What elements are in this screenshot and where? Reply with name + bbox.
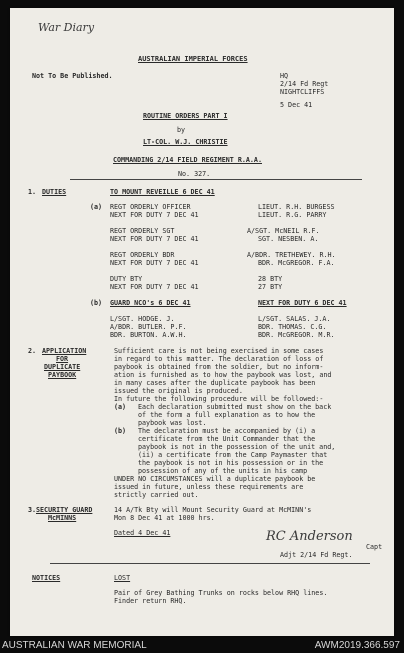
section-2-line-2: in regard to this matter. The declaration of loss of [114,355,324,363]
section-2-closing-3: strictly carried out. [114,491,199,499]
guard-row-1-left: L/SGT. HODGE. J. [110,315,175,323]
notices-line-2: Finder return RHQ. [114,597,187,605]
section-3-title-2: McMINNS [48,514,77,522]
section-3-number: 3. [28,506,37,514]
section-1-b-label: (b) [90,299,103,307]
orders-by: by [177,126,186,134]
duty-row-1-right-2: LIEUT. R.G. PARRY [258,211,327,219]
notices-line-1: Pair of Grey Bathing Trunks on rocks below RHQ lines. [114,589,328,597]
section-2-closing-1: UNDER NO CIRCUMSTANCES will a duplicate paybook be [114,475,316,483]
duty-row-4-left-1: DUTY BTY [110,275,143,283]
section-3-line-2: Mon 8 Dec 41 at 1000 hrs. [114,514,215,522]
section-2-title-3: DUPLICATE [44,363,81,371]
section-2-line-3: paybook is obtained from the soldier, but no inform- [114,363,324,371]
guard-row-2-left: A/BDR. BUTLER. P.F. [110,323,187,331]
section-2-line-7: In future the following procedure will be followed:- [114,395,324,403]
duty-row-2-right-1: A/SGT. McNEIL R.F. [247,227,320,235]
section-2-line-6: issued the original is produced. [114,387,243,395]
restriction-notice: Not To Be Published. [32,72,113,80]
orders-heading: ROUTINE ORDERS PART I [143,112,228,120]
duty-row-1-right-1: LIEUT. R.H. BURGESS [258,203,335,211]
item-b-line-2: certificate from the Unit Commander that the [138,435,316,443]
section-1-title: DUTIES [42,188,67,196]
duty-row-2-left-1: REGT ORDERLY SGT [110,227,175,235]
signature-divider [50,563,370,564]
section-2-title-2: FOR [56,355,69,363]
duty-row-1-left-2: NEXT FOR DUTY 7 DEC 41 [110,211,199,219]
notices-title: NOTICES [32,574,61,582]
item-a-line-1: Each declaration submitted must show on the back [138,403,332,411]
item-b-line-6: possession of any of the units in his camp [138,467,308,475]
guard-row-3-left: BDR. BURTON. A.W.H. [110,331,187,339]
signature-rank: Capt [366,543,383,551]
duty-row-4-right-1: 28 BTY [258,275,283,283]
item-b-line-4: (ii) a certificate from the Camp Paymaster that [138,451,328,459]
section-2-line-1: Sufficient care is not being exercised in some cases [114,347,324,355]
orders-number: No. 327. [178,170,211,178]
section-2-closing-2: issued in future, unless these requirements are [114,483,304,491]
item-b-line-5: the paybook is not in his possession or in the [138,459,324,467]
section-1-number: 1. [28,188,37,196]
section-1-a-label: (a) [90,203,103,211]
section-2-title-4: PAYBOOK [48,371,77,379]
section-3-title-1: SECURITY GUARD [36,506,93,514]
item-b-label: (b) [114,427,127,435]
footer-bar [0,638,404,653]
signature-role: Adjt 2/14 Fd Regt. [280,551,353,559]
duty-row-3-right-1: A/BDR. TRETHEWEY. R.H. [247,251,336,259]
header-ref: HQ [280,72,289,80]
orders-officer: LT-COL. W.J. CHRISTIE [143,138,228,146]
section-2-number: 2. [28,347,37,355]
orders-command: COMMANDING 2/14 FIELD REGIMENT R.A.A. [113,156,262,164]
guard-row-2-right: BDR. THOMAS. C.G. [258,323,327,331]
item-b-line-1: The declaration must be accompanied by (i) a [138,427,316,435]
duty-row-4-left-2: NEXT FOR DUTY 7 DEC 41 [110,283,199,291]
header-location: NIGHTCLIFFS [280,88,325,96]
duty-row-2-right-2: SGT. NESBEN. A. [258,235,319,243]
section-1-subhead: TO MOUNT REVEILLE 6 DEC 41 [110,188,215,196]
handwritten-annotation: War Diary [38,21,95,34]
item-a-line-3: paybook was lost. [138,419,207,427]
section-3-dated: Dated 4 Dec 41 [114,529,171,537]
duty-row-2-left-2: NEXT FOR DUTY 7 DEC 41 [110,235,199,243]
footer-credit: AUSTRALIAN WAR MEMORIAL [2,640,147,651]
footer-accession: AWM2019.366.597 [314,640,400,651]
signature: RC Anderson [266,529,353,544]
guard-row-3-right: BDR. McGREGOR. M.R. [258,331,335,339]
document-title: AUSTRALIAN IMPERIAL FORCES [138,55,248,63]
section-2-line-5: in many cases after the duplicate paybook has been [114,379,316,387]
section-2-line-4: ation is furnished as to how the paybook was lost, and [114,371,332,379]
guard-right-heading: NEXT FOR DUTY 6 DEC 41 [258,299,347,307]
duty-row-3-left-2: NEXT FOR DUTY 7 DEC 41 [110,259,199,267]
section-3-line-1: 14 A/Tk Bty will Mount Security Guard at McMINN's [114,506,312,514]
item-a-line-2: of the form a full explanation as to how the [138,411,316,419]
header-divider [70,179,362,180]
duty-row-3-left-1: REGT ORDERLY BDR [110,251,175,259]
duty-row-4-right-2: 27 BTY [258,283,283,291]
guard-left-heading: GUARD NCO's 6 DEC 41 [110,299,191,307]
document-page [10,8,394,636]
duty-row-1-left-1: REGT ORDERLY OFFICER [110,203,191,211]
header-date: 5 Dec 41 [280,101,313,109]
item-b-line-3: paybook is not in the possession of the unit and, [138,443,336,451]
header-unit: 2/14 Fd Regt [280,80,329,88]
duty-row-3-right-2: BDR. McGREGOR. F.A. [258,259,335,267]
section-2-title-1: APPLICATION [42,347,87,355]
guard-row-1-right: L/SGT. SALAS. J.A. [258,315,331,323]
notices-subhead: LOST [114,574,131,582]
item-a-label: (a) [114,403,127,411]
